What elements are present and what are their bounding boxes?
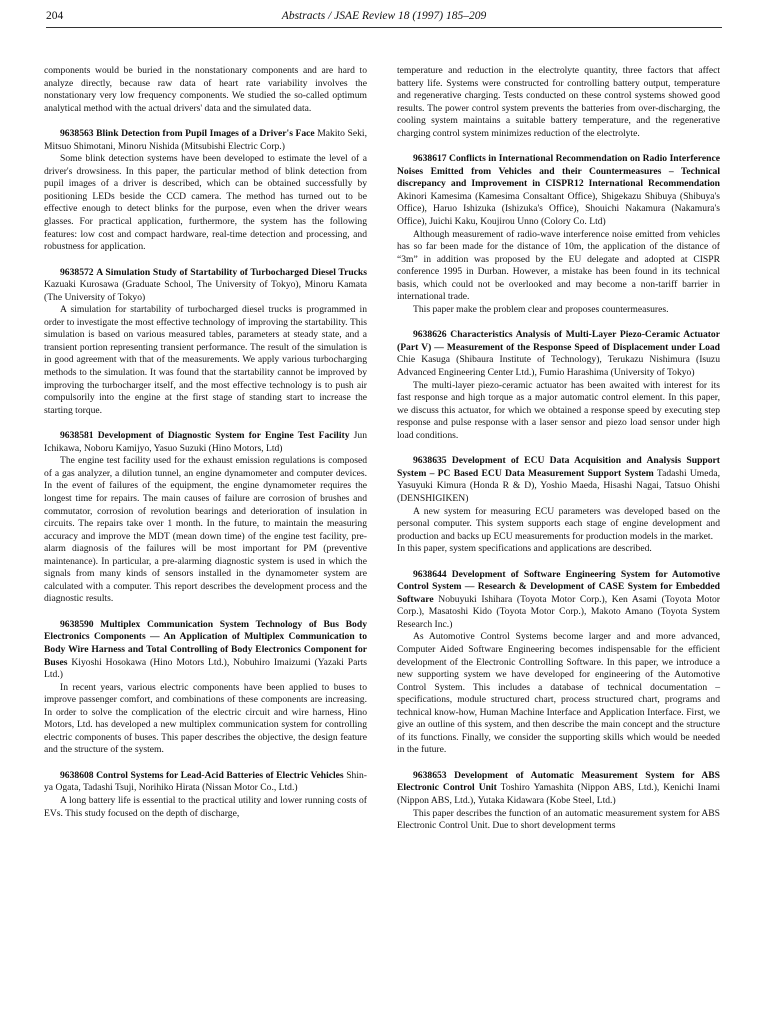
abstract-heading-paragraph — [397, 153, 720, 228]
abstract-title: Development of ECU Data Acquisition and Analysis Support System – PC Based ECU Data Measurement Support System — [397, 455, 720, 479]
abstract-authors: Kazuaki Kurosawa (Graduate School, The University of Tokyo), Minoru Kamata (The University of Tokyo) — [44, 279, 367, 303]
abstract-entry — [44, 65, 367, 115]
left-column — [44, 65, 367, 820]
abstract-entry — [397, 770, 720, 833]
abstract-id: 9638590 — [60, 618, 94, 630]
abstract-heading-paragraph — [44, 770, 367, 795]
abstract-entry — [44, 128, 367, 253]
abstract-title: Conflicts in International Recommendation on Radio Interference Noises Emitted from Vehicles and their Countermeasures – Technical discrepancy and Improvement in CISPR12 International Recommendation — [397, 153, 720, 190]
abstract-entry — [397, 153, 720, 316]
abstract-title: Blink Detection from Pupil Images of a Driver's Face — [96, 128, 315, 140]
abstract-body: A long battery life is essential to the practical utility and lower running costs of EVs. This study focused on the depth of discharge, — [44, 794, 367, 819]
abstract-title: Control Systems for Lead-Acid Batteries of Electric Vehicles — [96, 769, 344, 781]
page-number: 204 — [46, 10, 64, 22]
abstract-authors: Chie Kasuga (Shibaura Institute of Technology), Terukazu Nishimura (Isuzu Advanced Engineering Center Ltd.), Fumio Harashima (University of Tokyo) — [397, 354, 720, 379]
abstract-heading-paragraph — [397, 770, 720, 808]
abstract-body: A new system for measuring ECU parameters was developed based on the personal computer. This system supports each stage of engine development and production and backs up ECU measurements for production models in the market. — [397, 505, 720, 542]
abstract-id: 9638581 — [60, 430, 94, 442]
abstract-entry — [44, 619, 367, 757]
abstract-entry — [397, 329, 720, 442]
abstract-heading-paragraph — [397, 455, 720, 505]
abstract-body: components would be buried in the nonstationary components and are hard to analyze directly, because raw data of heart rate variability involves the nonstationary very low frequency components. We studied the so-called optimum analytical method with the actual drivers' data and the simulated data. — [44, 65, 367, 114]
abstract-heading-paragraph — [44, 430, 367, 455]
abstract-title: Development of Diagnostic System for Engine Test Facility — [97, 430, 350, 442]
abstract-id: 9638653 — [413, 769, 447, 781]
abstract-heading-paragraph — [44, 128, 367, 153]
abstract-body: The multi-layer piezo-ceramic actuator has been awaited with interest for its fast response and high torque as a major automatic control element. In this paper, we discuss this actuator, for which we obtained a response speed by executing step response and pulse response with a laser sensor and piezo load sensor under high load conditions. — [397, 379, 720, 441]
abstract-body: As Automotive Control Systems become larger and and more advanced, Computer Aided Software Engineering becomes indispensable for the efficient development of the Electronic Controlling Software. In this paper, we introduce a new supporting system we have developed for engineering of the Automotive Control System. This includes a database of technical documentation – specifications, module structured chart, process structured chart, programs and technical know-how, Human Machine Interface and Application Interface. First, we give an outline of this system, and then describe the main concept and the structure of its functions. Finally, we consider the supporting skills which would be needed in the future. — [397, 631, 720, 756]
abstract-body: A simulation for startability of turbocharged diesel trucks is programmed in order to investigate the most effective technology of improving the startability. This simulation is based on various measured tables, parameters at steady state, and a transient portion representing transient performance. The result of the simulation is in good agreement with that of the measurements. We apply various turbocharging methods to the simulation. It was found that the startability cannot be improved by improving the turbocharger itself, and the most effective technology is to push air compulsorily into the engine at the first stage of standing start to increase the starting torque. — [44, 304, 367, 416]
abstract-title: A Simulation Study of Startability of Turbocharged Diesel Trucks — [96, 266, 367, 278]
abstract-entry — [397, 569, 720, 757]
abstract-entry — [44, 430, 367, 606]
abstract-authors: Makito Seki, Mitsuo Shimotani, Minoru Nishida (Mitsubishi Electric Corp.) — [44, 128, 367, 152]
abstract-authors: Nobuyuki Ishihara (Toyota Motor Corp.), Ken Asami (Toyota Motor Corp.), Masatoshi Kido (Toyota Motor Corp.), Makoto Amano (Toyota System Research Inc.) — [397, 593, 720, 630]
abstract-heading-paragraph — [44, 619, 367, 682]
abstract-body: Although measurement of radio-wave interference noise emitted from vehicles has so far been made for the distance of 10m, the application of the distance of “3m” in addition was proposed by the EU delegate and adopted at CISPR conference 1995 in Durban. However, a mistake has been found in its technical basis, which could not be overlooked and may become a non-tariff barrier in international trade. — [397, 228, 720, 303]
abstract-title: Characteristics Analysis of Multi-Layer Piezo-Ceramic Actuator (Part V) — Measurement of the Response Speed of Displacement under Load — [397, 329, 720, 353]
abstract-id: 9638563 — [60, 128, 94, 140]
abstract-authors: Jun Ichikawa, Noboru Kamijyo, Yasuo Suzuki (Hino Motors, Ltd) — [44, 430, 367, 454]
abstract-body: This paper make the problem clear and proposes countermeasures. — [413, 303, 669, 315]
abstract-heading-paragraph — [397, 329, 720, 379]
abstract-id: 9638635 — [413, 455, 447, 467]
abstract-id: 9638608 — [60, 769, 94, 781]
abstract-authors: Kiyoshi Hosokawa (Hino Motors Ltd.), Nobuhiro Imaizumi (Yazaki Parts Ltd.) — [44, 656, 367, 681]
journal-citation: Abstracts / JSAE Review 18 (1997) 185–209 — [281, 10, 487, 22]
abstract-id: 9638626 — [413, 329, 447, 341]
abstract-entry — [44, 267, 367, 418]
abstract-title: Development of Software Engineering System for Automotive Control System — Research & Development of CASE System for Embedded Software — [397, 568, 720, 605]
abstract-body: The engine test facility used for the exhaust emission regulations is composed of a gas analyzer, a dilution tunnel, an engine dynamometer and computer devices. In the event of failures of the equipment, the engine dynamometer requires the longest time for repairs. The main causes of failure are corrosion of brushes and commutator, corrosion of revolution bearings and deterioration of insulation in circuits. The repairs take over 1 month. In the future, to maintain the measuring accuracy and improve the MDT (mean down time) of the engine test facility, pre-alarm diagnosis of the failures will be most important for PM (preventive maintenance). In particular, a pre-alarming diagnostic system is used in which the signals from many kinds of sensors installed in the dynamometer system are calculated with a computer. This report describes the development process and the diagnostic results. — [44, 455, 367, 605]
abstract-id: 9638617 — [413, 153, 447, 165]
abstract-heading-paragraph — [397, 569, 720, 632]
abstract-authors: Tadashi Umeda, Yasuyuki Kimura (Honda R & D), Yoshio Maeda, Hisashi Nagai, Tatsuo Ohishi (DENSHIGIKEN) — [397, 467, 720, 504]
abstract-authors: Shin-ya Ogata, Tadashi Tsuji, Norihiko Hirata (Nissan Motor Co., Ltd.) — [44, 769, 367, 794]
abstract-title: Development of Automatic Measurement System for ABS Electronic Control Unit — [397, 769, 720, 794]
abstract-body: This paper describes the function of an automatic measurement system for ABS Electronic Control Unit. Due to short development terms — [397, 807, 720, 832]
abstract-id: 9638572 — [60, 266, 94, 278]
abstract-entry — [44, 770, 367, 820]
abstract-heading-paragraph — [44, 267, 367, 305]
abstract-authors: Toshiro Yamashita (Nippon ABS, Ltd.), Kenichi Inami (Nippon ABS, Ltd.), Yutaka Kidawara (Kobe Steel, Ltd.) — [397, 782, 721, 806]
abstract-title: Multiplex Communication System Technology of Bus Body Electronics Components — An Application of Multiplex Communication to Body Wire Harness and Total Controlling of Body Electronics Component for Buses — [44, 618, 367, 668]
abstract-entry — [397, 455, 720, 555]
abstract-body: In recent years, various electric components have been applied to buses to improve passenger comfort, and combinations of these components are increasing. In order to solve the complication of the electric circuit and wire harness, Hino Motors, Ltd. has developed a new multiplex communication system for controlling electric components of buses. This paper describes the objective, the design feature and the structure of the system. — [44, 681, 367, 756]
abstract-body: temperature and reduction in the electrolyte quantity, three factors that affect battery life. Systems were constructed for controlling battery output, temperature and regenerative charging. Tests conducted on these control systems showed good results. The power control system prevents the batteries from over-discharging, the cooling system maintains a suitable battery temperature, and the regenerative charging control system minimizes reduction of the electrolyte. — [397, 65, 720, 139]
running-header — [46, 10, 722, 26]
abstract-entry — [397, 65, 720, 140]
abstract-id: 9638644 — [413, 568, 447, 580]
header-rule — [46, 27, 722, 28]
right-column — [397, 65, 720, 833]
abstract-body: In this paper, system specifications and applications are described. — [397, 543, 652, 555]
abstract-authors: Akinori Kamesima (Kamesima Consaltant Office), Shigekazu Shibuya (Shibuya's Office), Haruo Ishizuka (Ishizuka's Office), Shouichi Nakamura (Nakamura's Office), Juichi Kaku, Koujirou Unno (Colory Co. Ltd) — [397, 190, 720, 228]
abstract-body: Some blink detection systems have been developed to estimate the level of a driver's drowsiness. In this paper, the particular method of blink detection from pupil images of a driver is described, which can be obtained successfully by positioning LEDs beside the CCD camera. The method has turned out to be effective enough to detect blinks for the purpose, even when the driver wears glasses. For practical application, furthermore, the system has the following features: low cost and compact hardware, real-time detection and processing, and robustness for application. — [44, 153, 367, 253]
